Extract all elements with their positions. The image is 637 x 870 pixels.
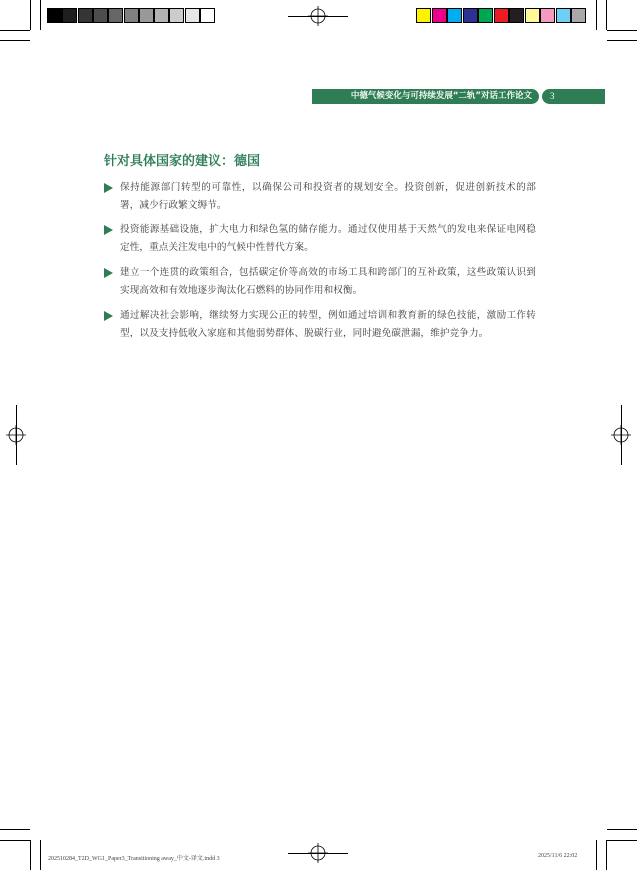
color-swatch [525, 8, 540, 23]
gray-swatch [62, 8, 77, 23]
color-swatch [556, 8, 571, 23]
triangle-bullet-icon [104, 183, 113, 193]
bullet-text: 保持能源部门转型的可靠性，以确保公司和投资者的规划安全。投资创新，促进创新技术的部署，减少行政繁文缛节。 [120, 182, 536, 211]
gray-swatch [139, 8, 154, 23]
color-swatch [509, 8, 524, 23]
bullet-item [104, 307, 536, 343]
color-swatch [478, 8, 493, 23]
page-number: 3 [550, 91, 555, 101]
triangle-bullet-icon [104, 311, 113, 321]
color-swatch [540, 8, 555, 23]
gray-swatch [185, 8, 200, 23]
color-swatch [494, 8, 509, 23]
color-swatch [416, 8, 431, 23]
bullet-text: 通过解决社会影响，继续努力实现公正的转型，例如通过培训和教育新的绿色技能，激励工作转型，以及支持低收入家庭和其他弱势群体、脱碳行业，同时避免碳泄漏，维护竞争力。 [120, 310, 536, 339]
gray-swatch [169, 8, 184, 23]
color-swatch [432, 8, 447, 23]
triangle-bullet-icon [104, 225, 113, 235]
color-swatch [571, 8, 586, 23]
gray-swatch [124, 8, 139, 23]
color-swatch [447, 8, 462, 23]
gray-swatch [200, 8, 215, 23]
bullet-text: 建立一个连贯的政策组合，包括碳定价等高效的市场工具和跨部门的互补政策，这些政策认识到实现高效和有效地逐步淘汰化石燃料的协同作用和权衡。 [120, 267, 536, 296]
gray-swatch [78, 8, 93, 23]
color-swatch [463, 8, 478, 23]
bullet-item [104, 221, 536, 257]
gray-swatch [93, 8, 108, 23]
registration-tick [621, 405, 622, 465]
gray-swatch [154, 8, 169, 23]
gray-swatch [108, 8, 123, 23]
registration-tick [288, 16, 348, 17]
bullet-item [104, 264, 536, 300]
gray-swatch [47, 8, 62, 23]
running-header-title: 中德气候变化与可持续发展“二轨”对话工作论文 [350, 91, 532, 101]
registration-tick [288, 853, 348, 854]
footer-file-info: 202510284_T2D_WG1_Paper3_Transitioning away_中文-译文.indd 3 [48, 856, 220, 862]
triangle-bullet-icon [104, 268, 113, 278]
section-title: 针对具体国家的建议：德国 [104, 154, 261, 169]
footer-timestamp: 2025/11/6 22:02 [538, 853, 578, 859]
registration-tick [16, 405, 17, 465]
bullet-item [104, 179, 536, 215]
bullet-text: 投资能源基础设施，扩大电力和绿色氢的储存能力。通过仅使用基于天然气的发电来保证电网稳定性，重点关注发电中的气候中性替代方案。 [120, 224, 536, 253]
